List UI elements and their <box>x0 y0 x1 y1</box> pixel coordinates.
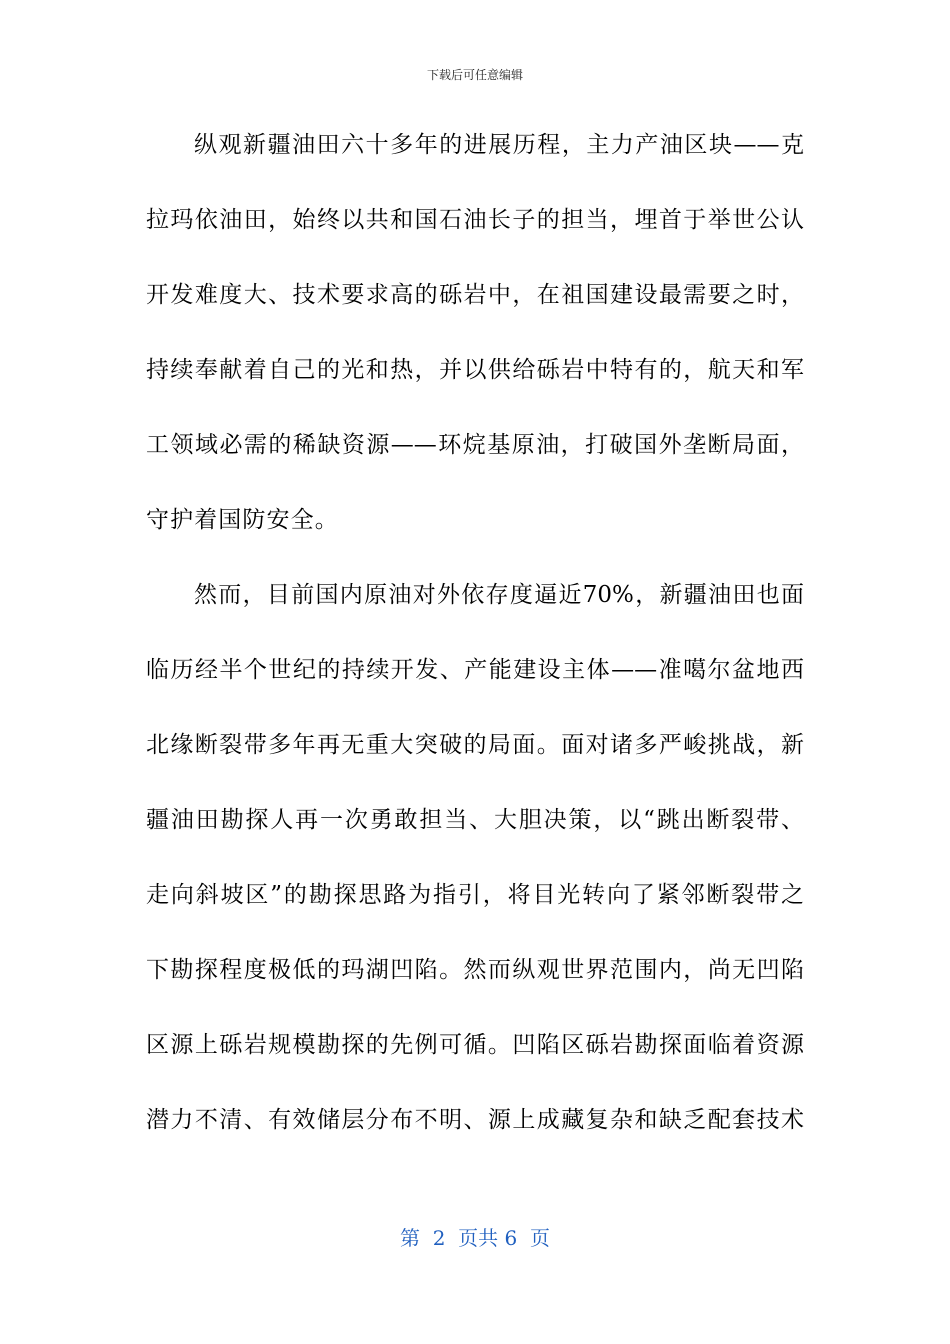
paragraph-1-line-1: 纵观新疆油田六十多年的进展历程，主力产油区块——克 <box>194 132 804 158</box>
page-number-footer: 第 2 页共 6 页 <box>400 1226 550 1250</box>
body-text <box>146 128 804 1178</box>
paragraph-2-line-6: 下勘探程度极低的玛湖凹陷。然而纵观世界范围内，尚无凹陷 <box>146 957 804 983</box>
paragraph-2-line-7: 区源上砾岩规模勘探的先例可循。凹陷区砾岩勘探面临着资源 <box>146 1032 804 1058</box>
paragraph-2-line-1: 然而，目前国内原油对外依存度逼近70%，新疆油田也面 <box>194 582 804 608</box>
paragraph-1-line-2: 拉玛依油田，始终以共和国石油长子的担当，埋首于举世公认 <box>146 207 804 233</box>
paragraph-1-line-5: 工领域必需的稀缺资源——环烷基原油，打破国外垄断局面， <box>146 432 804 458</box>
paragraph-2-line-3: 北缘断裂带多年再无重大突破的局面。面对诸多严峻挑战，新 <box>146 732 804 758</box>
paragraph-1-line-4: 持续奉献着自己的光和热，并以供给砾岩中特有的，航天和军 <box>146 357 804 383</box>
paragraph-2-line-4: 疆油田勘探人再一次勇敢担当、大胆决策，以“跳出断裂带、 <box>146 807 804 833</box>
paragraph-1-line-6: 守护着国防安全。 <box>146 507 339 533</box>
paragraph-1-line-3: 开发难度大、技术要求高的砾岩中，在祖国建设最需要之时， <box>146 282 804 308</box>
page-header: 下载后可任意编辑 <box>426 68 523 82</box>
paragraph-2-line-2: 临历经半个世纪的持续开发、产能建设主体——准噶尔盆地西 <box>146 657 804 683</box>
paragraph-2-line-5: 走向斜坡区”的勘探思路为指引，将目光转向了紧邻断裂带之 <box>146 882 804 908</box>
paragraph-2-line-8: 潜力不清、有效储层分布不明、源上成藏复杂和缺乏配套技术 <box>146 1107 804 1133</box>
